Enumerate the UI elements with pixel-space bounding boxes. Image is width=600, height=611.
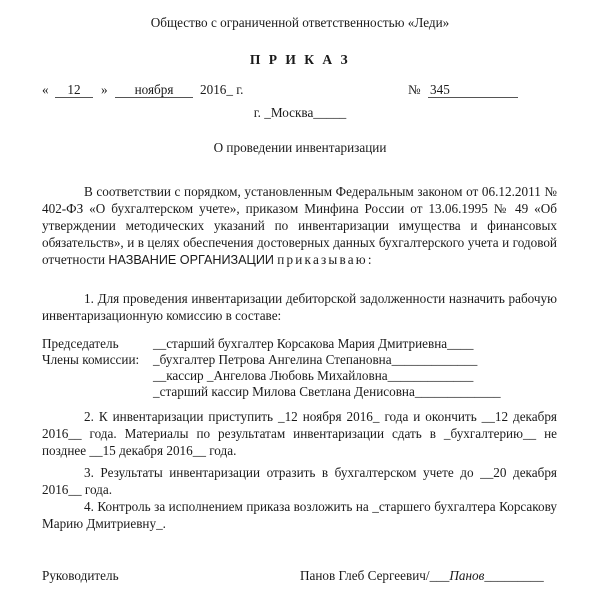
signature-prefix: ___ xyxy=(429,568,450,583)
item-4-paragraph xyxy=(42,498,557,532)
date-month: ноября xyxy=(115,82,193,98)
commission-member: _бухгалтер Петрова Ангелина Степановна_____________ xyxy=(153,352,478,367)
item-1-paragraph xyxy=(42,290,557,324)
director-name: Панов Глеб Сергеевич/ xyxy=(300,568,430,583)
date-close-quote: » xyxy=(101,82,108,97)
order-subject: О проведении инвентаризации xyxy=(213,140,387,155)
item-3-paragraph xyxy=(42,464,557,498)
director-signature: Панов xyxy=(449,568,485,583)
director-label: Руководитель xyxy=(42,568,119,583)
commission-member: __кассир _Ангелова Любовь Михайловна_____________ xyxy=(153,368,474,383)
commission-member: _старший кассир Милова Светлана Денисовна_____________ xyxy=(153,384,501,399)
item-4-text: 4. Контроль за исполнением приказа возложить на _старшего бухгалтера Корсакову Марию Дмитриевну_. xyxy=(42,499,557,531)
organization-placeholder: НАЗВАНИЕ ОРГАНИЗАЦИИ xyxy=(108,253,274,267)
city: г. _Москва_____ xyxy=(253,105,347,120)
item-2-paragraph xyxy=(42,408,557,459)
members-label: Члены комиссии: xyxy=(42,352,140,367)
organization-name: Общество с ограниченной ответственностью «Леди» xyxy=(150,15,450,30)
date-open-quote: « xyxy=(42,82,49,97)
date-year: 2016_ г. xyxy=(200,82,244,97)
item-3-text: 3. Результаты инвентаризации отразить в бухгалтерском учете до __20 декабря 2016__ года. xyxy=(42,465,557,497)
signature-suffix: _________ xyxy=(484,568,544,583)
document-title: П Р И К А З xyxy=(249,52,351,67)
preamble-paragraph xyxy=(42,183,557,269)
chairman-name: __старший бухгалтер Корсакова Мария Дмитриевна____ xyxy=(153,336,474,351)
item-1-text: 1. Для проведения инвентаризации дебиторской задолженности назначить рабочую инвентаризационную комиссию в составе: xyxy=(42,291,557,323)
preamble-text: В соответствии с порядком, установленным Федеральным законом от 06.12.2011 № 402-ФЗ «О бухгалтерском учете», приказом Минфина России от 13.06.1995 № 49 «Об утверждении методических указаний по инвентаризации имущества и финансовых обязательств», и в целях обеспечения достоверных данных бухгалтерского учета и годовой отчетности xyxy=(42,184,557,267)
order-number-label: № xyxy=(408,82,421,97)
order-word: приказываю: xyxy=(277,252,374,267)
director-signature-line xyxy=(300,568,544,584)
date-day: 12 xyxy=(55,82,93,98)
order-number: 345 xyxy=(428,82,518,98)
chairman-label: Председатель xyxy=(42,336,119,351)
item-2-text: 2. К инвентаризации приступить _12 ноября 2016_ года и окончить __12 декабря 2016__ года. Материалы по результатам инвентаризации сдать в _бухгалтерию__ не позднее __15 декабря 2016__ года. xyxy=(42,409,557,458)
